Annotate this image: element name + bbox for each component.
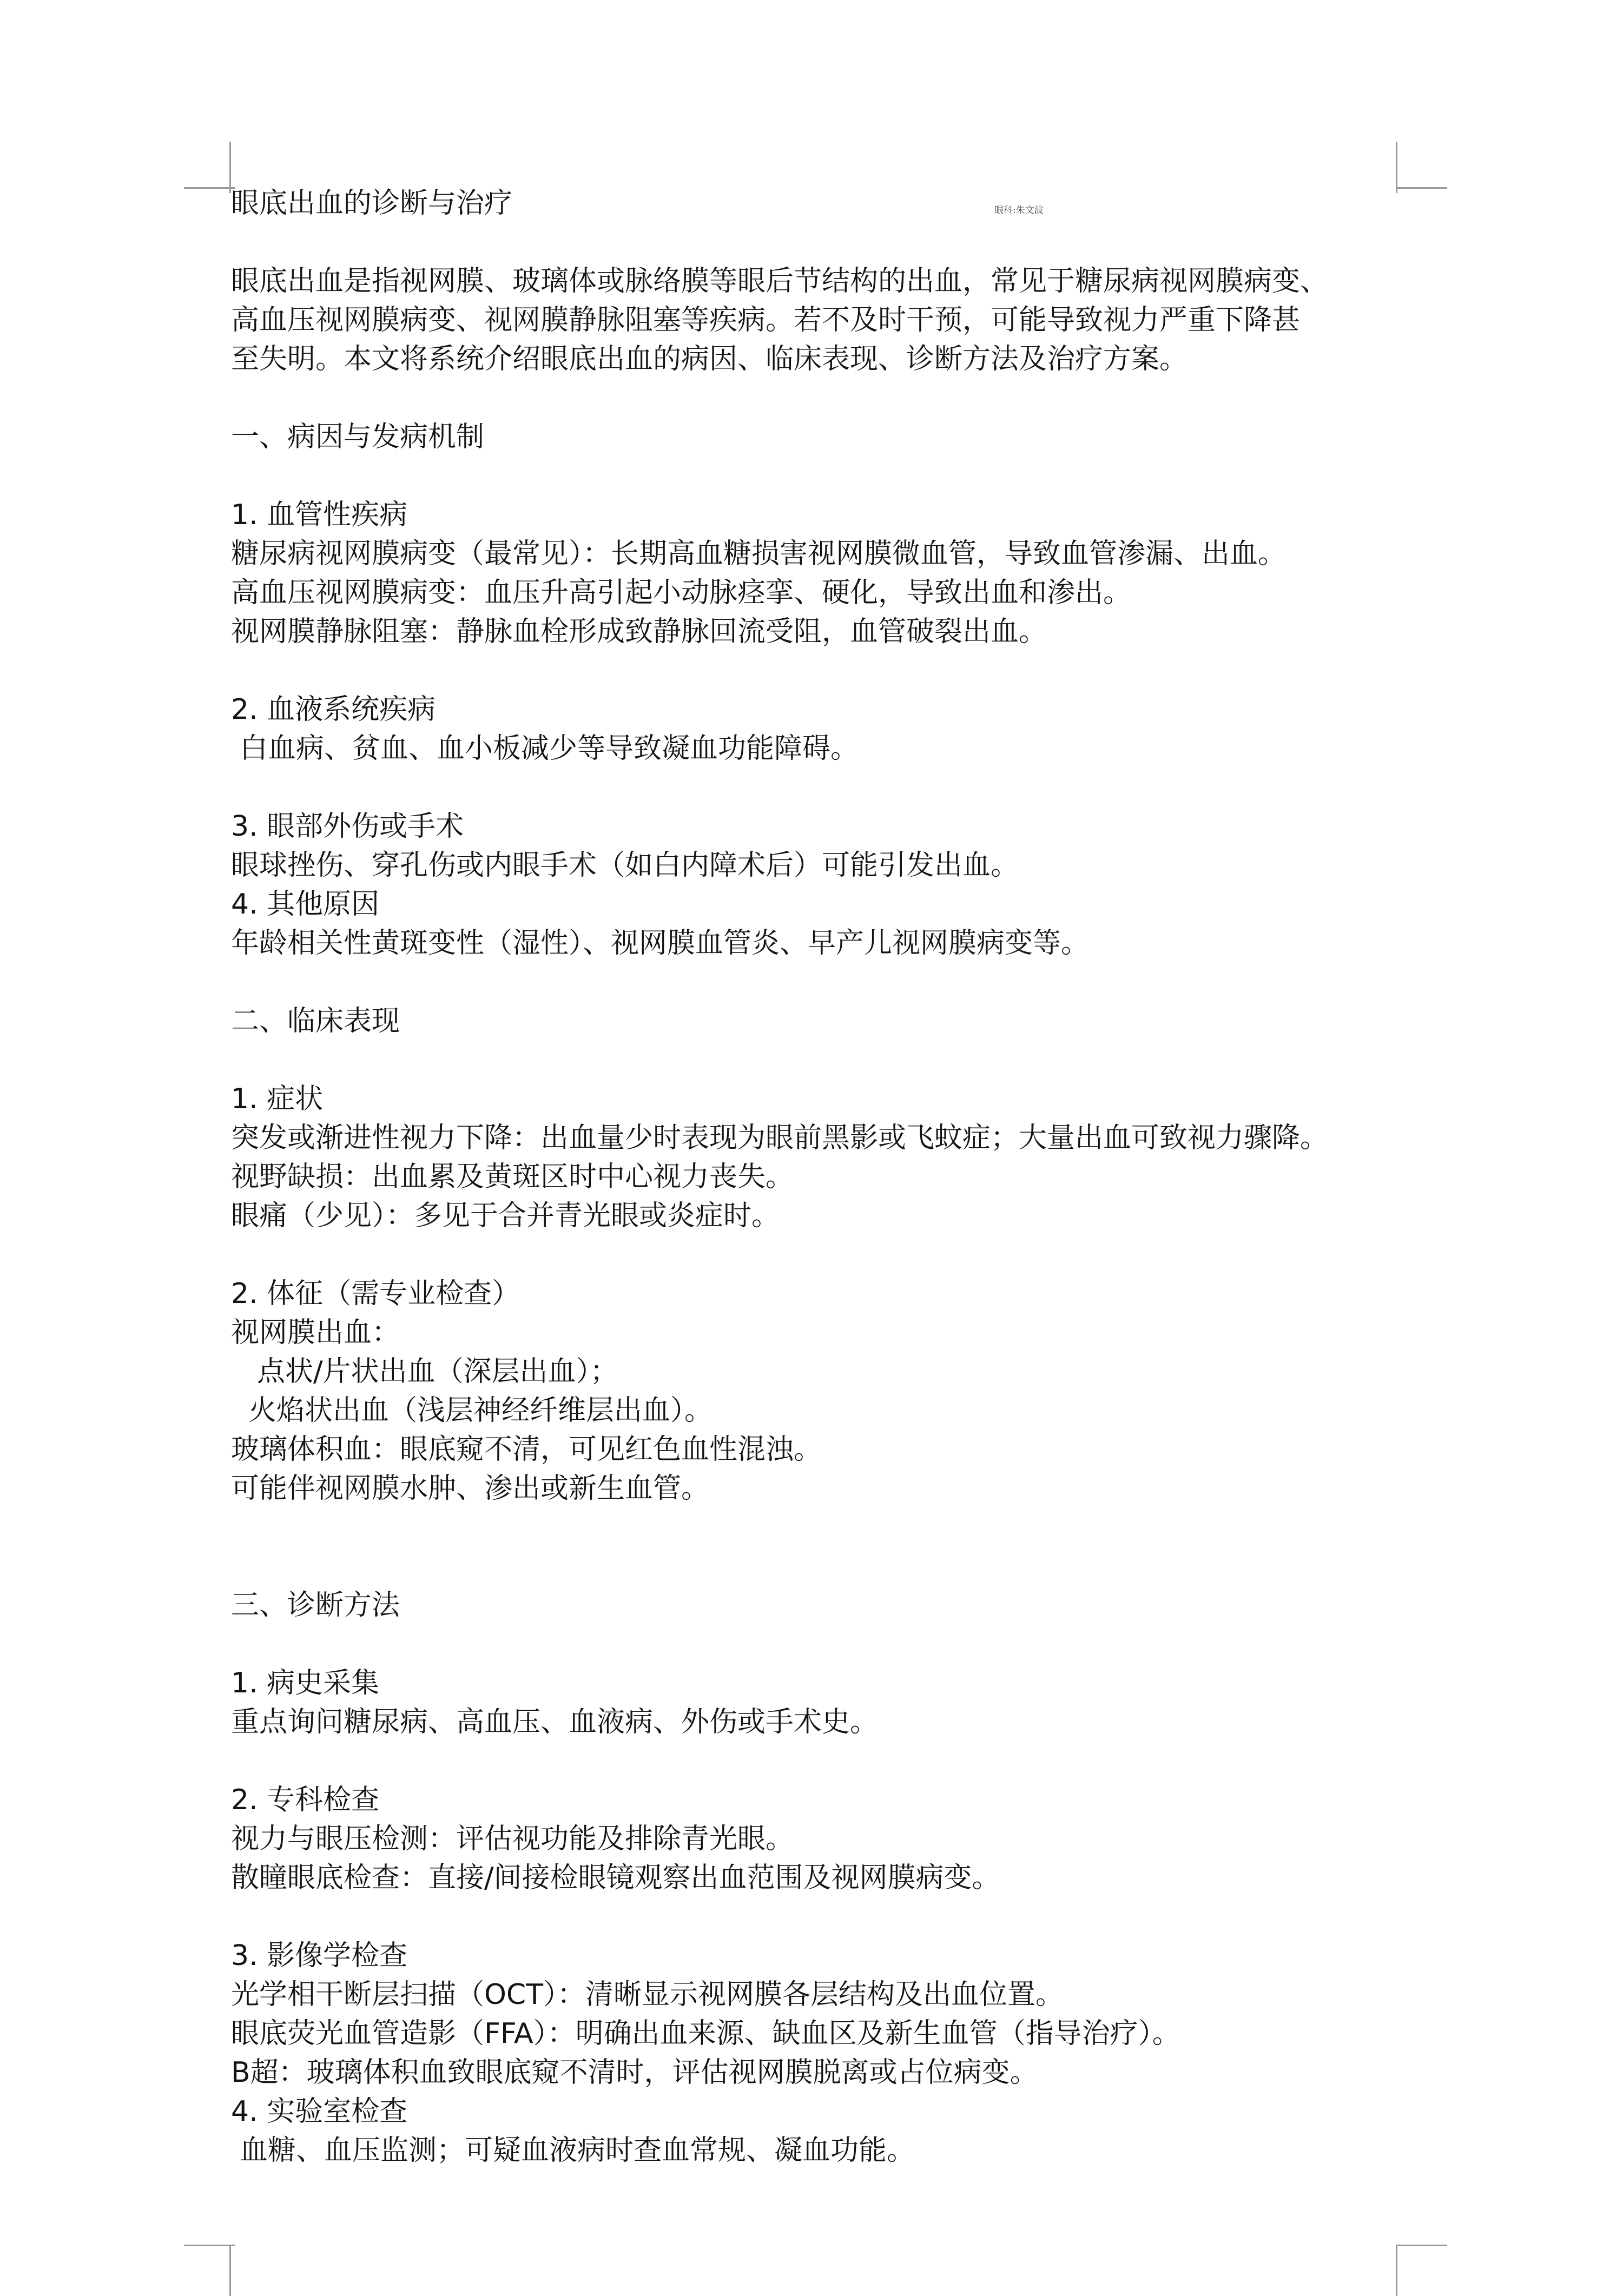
subsection-heading: 4. 实验室检查 xyxy=(231,2095,408,2128)
body-line: 高血压视网膜病变：血压升高引起小动脉痉挛、硬化，导致出血和渗出。 xyxy=(231,577,1132,609)
crop-mark-bottom-right-v xyxy=(1396,2245,1397,2296)
subsection-heading: 1. 血管性疾病 xyxy=(231,499,408,531)
body-line: 可能伴视网膜水肿、渗出或新生血管。 xyxy=(231,1472,710,1505)
subsection-heading: 2. 专科检查 xyxy=(231,1784,380,1816)
document-body xyxy=(231,184,1421,2170)
subsection-heading: 2. 血液系统疾病 xyxy=(231,693,436,726)
body-line: 血糖、血压监测；可疑血液病时查血常规、凝血功能。 xyxy=(240,2134,915,2167)
header-note: 眼科:朱文波 xyxy=(994,205,1044,216)
body-line: 白血病、贫血、血小板减少等导致凝血功能障碍。 xyxy=(240,732,859,765)
body-line: 重点询问糖尿病、高血压、血液病、外伤或手术史。 xyxy=(231,1706,879,1738)
body-line: 眼球挫伤、穿孔伤或内眼手术（如白内障术后）可能引发出血。 xyxy=(231,849,1019,882)
subsection-heading: 4. 其他原因 xyxy=(231,888,380,921)
body-line: 光学相干断层扫描（OCT）：清晰显示视网膜各层结构及出血位置。 xyxy=(231,1979,1064,2011)
section-heading: 二、临床表现 xyxy=(231,1005,400,1037)
subsection-heading: 2. 体征（需专业检查） xyxy=(231,1278,520,1310)
subsection-heading: 1. 症状 xyxy=(231,1083,324,1115)
body-line: 眼底荧光血管造影（FFA）：明确出血来源、缺血区及新生血管（指导治疗）。 xyxy=(231,2017,1180,2050)
body-line: 视网膜静脉阻塞：静脉血栓形成致静脉回流受阻，血管破裂出血。 xyxy=(231,616,1047,648)
document-title: 眼底出血的诊断与治疗 xyxy=(231,187,513,220)
body-line: 眼痛（少见）：多见于合并青光眼或炎症时。 xyxy=(231,1200,780,1232)
body-line: 糖尿病视网膜病变（最常见）：长期高血糖损害视网膜微血管，导致血管渗漏、出血。 xyxy=(231,538,1286,570)
intro-line: 高血压视网膜病变、视网膜静脉阻塞等疾病。若不及时干预，可能导致视力严重下降甚 xyxy=(231,304,1301,336)
intro-line: 至失明。本文将系统介绍眼底出血的病因、临床表现、诊断方法及治疗方案。 xyxy=(231,343,1188,375)
subsection-heading: 3. 眼部外伤或手术 xyxy=(231,810,464,843)
body-line: 散瞳眼底检查：直接/间接检眼镜观察出血范围及视网膜病变。 xyxy=(231,1862,1000,1894)
body-line: 视野缺损：出血累及黄斑区时中心视力丧失。 xyxy=(231,1161,794,1193)
crop-mark-top-left-h xyxy=(184,187,235,189)
body-line: B超：玻璃体积血致眼底窥不清时，评估视网膜脱离或占位病变。 xyxy=(231,2056,1038,2089)
body-line: 火焰状出血（浅层神经纤维层出血）。 xyxy=(248,1394,713,1427)
body-line: 玻璃体积血：眼底窥不清，可见红色血性混浊。 xyxy=(231,1433,822,1466)
intro-line: 眼底出血是指视网膜、玻璃体或脉络膜等眼后节结构的出血，常见于糖尿病视网膜病变、 xyxy=(231,265,1329,297)
body-line: 视网膜出血： xyxy=(231,1316,400,1349)
section-heading: 一、病因与发病机制 xyxy=(231,421,485,453)
body-line: 视力与眼压检测：评估视功能及排除青光眼。 xyxy=(231,1823,794,1855)
body-line: 年龄相关性黄斑变性（湿性）、视网膜血管炎、早产儿视网膜病变等。 xyxy=(231,927,1090,960)
body-line: 突发或渐进性视力下降：出血量少时表现为眼前黑影或飞蚊症；大量出血可致视力骤降。 xyxy=(231,1122,1329,1154)
subsection-heading: 3. 影像学检查 xyxy=(231,1940,408,1972)
crop-mark-bottom-left-h xyxy=(184,2245,235,2246)
subsection-heading: 1. 病史采集 xyxy=(231,1667,380,1699)
crop-mark-bottom-left-v xyxy=(229,2245,231,2296)
body-line: 点状/片状出血（深层出血）； xyxy=(257,1355,618,1388)
section-heading: 三、诊断方法 xyxy=(231,1589,400,1622)
crop-mark-bottom-right-h xyxy=(1396,2245,1447,2246)
